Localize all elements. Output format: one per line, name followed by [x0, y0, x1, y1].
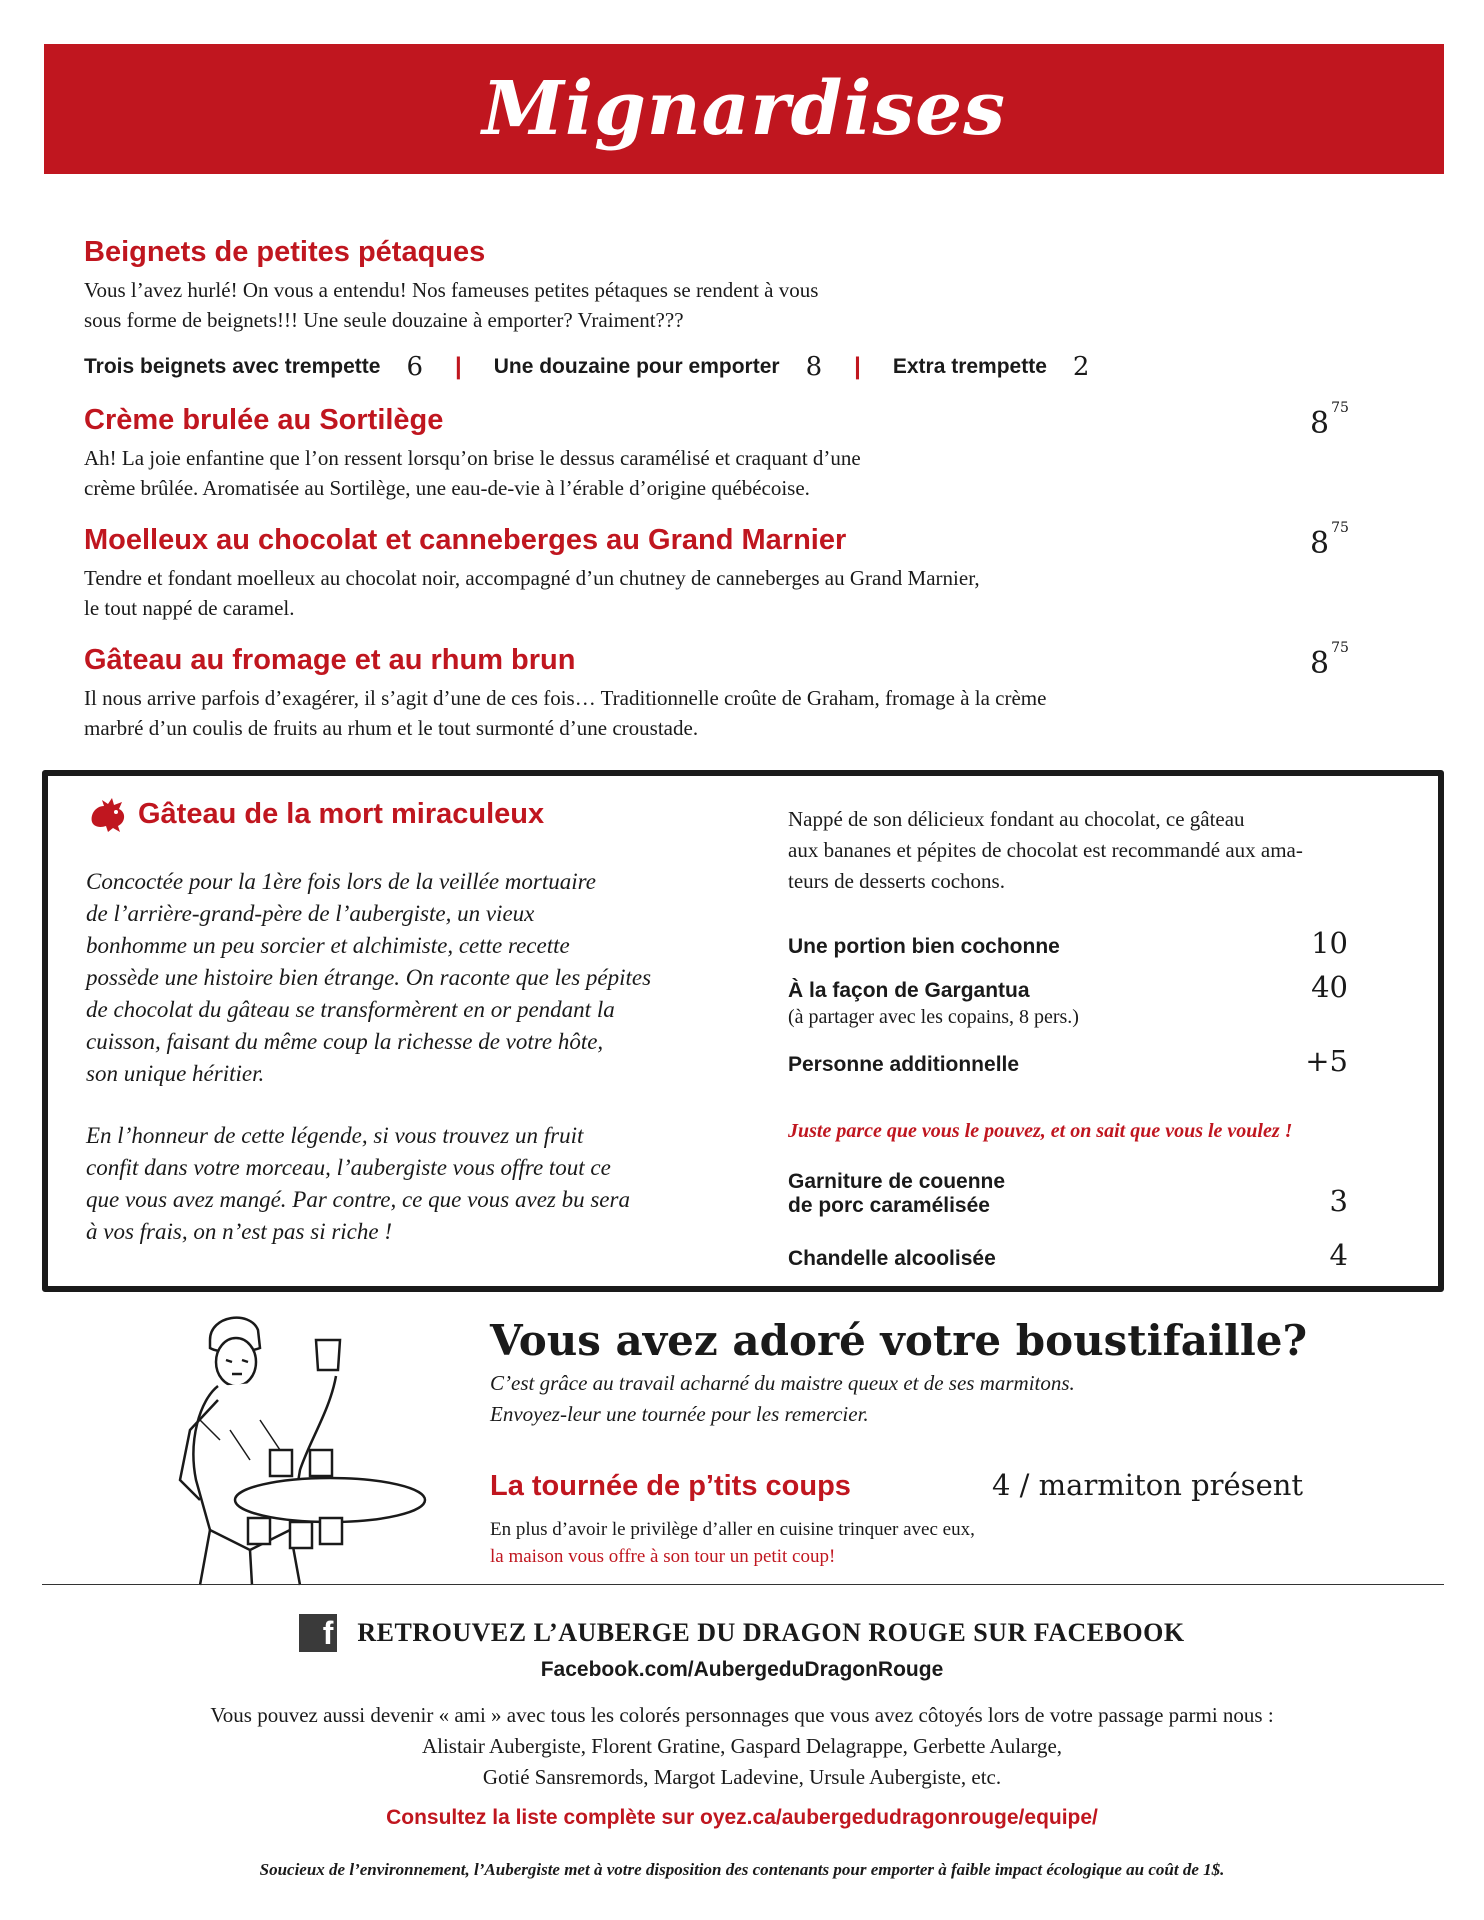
facebook-banner — [0, 1614, 1484, 1652]
team-link[interactable]: Consultez la liste complète sur oyez.ca/aubergedudragonrouge/equipe/ — [386, 1806, 1098, 1829]
row-label: À la façon de Gargantua — [788, 979, 1030, 1002]
special-description — [788, 804, 1408, 897]
option-label: Extra trempette — [892, 355, 1047, 378]
legend-line: bonhomme un peu sorcier et alchimiste, cette recette — [86, 933, 570, 958]
row-label: Personne additionnelle — [788, 1053, 1020, 1076]
price-cents: 75 — [1331, 400, 1349, 416]
option-label: Une douzaine pour emporter — [493, 355, 780, 378]
separator: | — [455, 353, 462, 380]
legend-paragraph — [86, 1120, 696, 1248]
desc-line: crème brûlée. Aromatisée au Sortilège, une eau-de-vie à l’érable d’origine québécoise. — [84, 476, 810, 500]
facebook-link[interactable]: Facebook.com/AubergeduDragonRouge — [540, 1658, 944, 1681]
price-row — [788, 926, 1348, 960]
desc-line: aux bananes et pépites de chocolat est recommandé aux ama- — [788, 838, 1303, 862]
legend-line: de l’arrière-grand-père de l’aubergiste, un vieux — [86, 901, 535, 926]
legend-line: son unique héritier. — [86, 1061, 265, 1086]
desc-line: teurs de desserts cochons. — [788, 869, 1005, 893]
facebook-title: RETROUVEZ L’AUBERGE DU DRAGON ROUGE SUR FACEBOOK — [357, 1618, 1185, 1647]
cta-description — [490, 1368, 1075, 1430]
desc-line: C’est grâce au travail acharné du maistre queux et de ses marmitons. — [490, 1371, 1075, 1395]
tournee-description — [490, 1516, 975, 1570]
desc-line: Il nous arrive parfois d’exagérer, il s’agit d’une de ces fois… Traditionnelle croûte de Graham, fromage à la crème — [84, 686, 1047, 710]
separator: | — [854, 353, 861, 380]
price-main: 8 — [1310, 526, 1330, 561]
option-price: 8 — [805, 352, 823, 382]
extras-note: Juste parce que vous le pouvez, et on sait que vous le voulez ! — [788, 1120, 1293, 1142]
special-title — [86, 792, 544, 836]
price-cents: 75 — [1331, 520, 1349, 536]
legend-line: de chocolat du gâteau se transformèrent en or pendant la — [86, 997, 615, 1022]
row-price: 10 — [1311, 926, 1348, 960]
legend-line: cuisson, faisant du même coup la richesse de votre hôte, — [86, 1029, 604, 1054]
row-label: Chandelle alcoolisée — [788, 1247, 996, 1270]
cta-title: Vous avez adoré votre boustifaille? — [490, 1316, 1308, 1365]
page-title: Mignardises — [482, 66, 1006, 152]
item-title: Beignets de petites pétaques — [84, 236, 486, 268]
extra-row — [788, 1170, 1348, 1218]
dragon-icon — [86, 792, 130, 836]
row-price: 40 — [1311, 970, 1348, 1004]
item-title: Moelleux au chocolat et canneberges au Grand Marnier — [84, 524, 847, 556]
row-price: +5 — [1305, 1044, 1348, 1078]
desc-line: Envoyez-leur une tournée pour les remercier. — [490, 1402, 869, 1426]
item-title: Crème brulée au Sortilège — [84, 404, 444, 436]
legend-line: En l’honneur de cette légende, si vous trouvez un fruit — [86, 1123, 584, 1148]
item-description — [84, 443, 861, 503]
desc-line-highlight: la maison vous offre à son tour un petit coup! — [490, 1546, 836, 1567]
friends-line: Vous pouvez aussi devenir « ami » avec tous les colorés personnages que vous avez côtoyés lors de votre passage parmi nous : — [210, 1703, 1274, 1727]
menu-item-moelleux — [84, 524, 980, 623]
special-legend — [86, 866, 696, 1278]
option-label: Trois beignets avec trempette — [84, 355, 381, 378]
legend-paragraph — [86, 866, 696, 1090]
eco-note: Soucieux de l’environnement, l’Aubergiste met à votre disposition des contenants pour emporter à faible impact écologique au coût de 1$. — [259, 1860, 1225, 1879]
friends-line: Gotié Sansremords, Margot Ladevine, Ursule Aubergiste, etc. — [482, 1765, 1002, 1789]
desc-line: Nappé de son délicieux fondant au chocolat, ce gâteau — [788, 807, 1245, 831]
desc-line: Tendre et fondant moelleux au chocolat noir, accompagné d’un chutney de canneberges au Grand Marnier, — [84, 566, 980, 590]
desc-line: Vous l’avez hurlé! On vous a entendu! Nos fameuses petites pétaques se rendent à vous — [84, 278, 819, 302]
item-price — [1310, 400, 1349, 441]
item-title: Gâteau au fromage et au rhum brun — [84, 644, 576, 676]
price-cents: 75 — [1331, 640, 1349, 656]
desc-line: sous forme de beignets!!! Une seule douzaine à emporter? Vraiment??? — [84, 308, 684, 332]
item-description — [84, 275, 818, 335]
legend-line: confit dans votre morceau, l’aubergiste vous offre tout ce — [86, 1155, 611, 1180]
row-price: 4 — [1329, 1238, 1348, 1272]
item-description — [84, 563, 980, 623]
gargantua-note: (à partager avec les copains, 8 pers.) — [788, 1006, 1079, 1028]
row-price: 3 — [1329, 1184, 1348, 1218]
legend-line: Concoctée pour la 1ère fois lors de la veillée mortuaire — [86, 869, 596, 894]
friends-line: Alistair Aubergiste, Florent Gratine, Gaspard Delagrappe, Gerbette Aularge, — [421, 1734, 1063, 1758]
innkeeper-illustration — [140, 1300, 440, 1590]
price-main: 8 — [1310, 406, 1330, 441]
desc-line: En plus d’avoir le privilège d’aller en cuisine trinquer avec eux, — [490, 1519, 975, 1540]
legend-line: à vos frais, on n’est pas si riche ! — [86, 1219, 393, 1244]
item-description — [84, 683, 1046, 743]
extra-row — [788, 1238, 1348, 1272]
friends-text — [0, 1700, 1484, 1793]
option-price: 2 — [1072, 352, 1090, 382]
divider — [42, 1584, 1444, 1585]
menu-item-gateau-fromage — [84, 644, 1046, 743]
price-row — [788, 1044, 1348, 1078]
desc-line: marbré d’un coulis de fruits au rhum et le tout surmonté d’une croustade. — [84, 716, 699, 740]
item-price — [1310, 640, 1349, 681]
facebook-icon[interactable]: f — [299, 1614, 337, 1652]
row-label — [788, 1170, 1005, 1218]
tournee-price: 4 / marmiton présent — [992, 1468, 1304, 1502]
desc-line: le tout nappé de caramel. — [84, 596, 295, 620]
menu-item-beignets — [84, 236, 818, 335]
row-label: Une portion bien cochonne — [788, 935, 1060, 958]
beignets-options — [84, 352, 1121, 382]
header-banner — [44, 44, 1444, 174]
price-row — [788, 970, 1348, 1004]
tournee-title: La tournée de p’tits coups — [490, 1470, 851, 1502]
desc-line: Ah! La joie enfantine que l’on ressent lorsqu’on brise le dessus caramélisé et craquant d’une — [84, 446, 861, 470]
price-main: 8 — [1310, 646, 1330, 681]
label-line: Garniture de couenne — [788, 1170, 1006, 1193]
label-line: de porc caramélisée — [788, 1194, 990, 1217]
option-price: 6 — [406, 352, 423, 382]
item-price — [1310, 520, 1349, 561]
menu-item-creme-brulee — [84, 404, 861, 503]
special-title-text: Gâteau de la mort miraculeux — [138, 797, 545, 830]
legend-line: que vous avez mangé. Par contre, ce que vous avez bu sera — [86, 1187, 630, 1212]
legend-line: possède une histoire bien étrange. On raconte que les pépites — [86, 965, 652, 990]
